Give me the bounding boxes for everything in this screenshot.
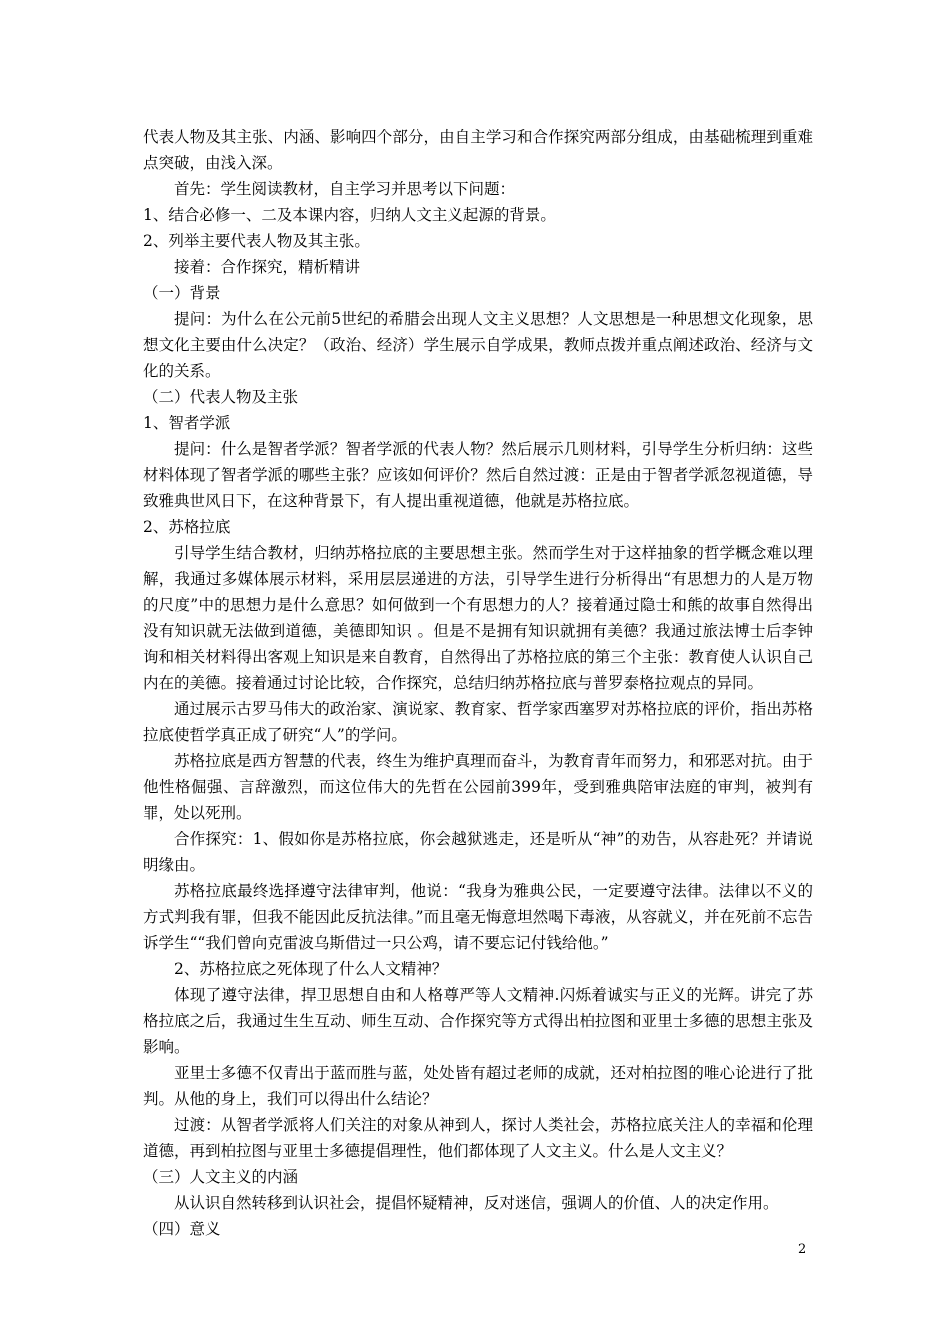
paragraph: 引导学生结合教材，归纳苏格拉底的主要思想主张。然而学生对于这样抽象的哲学概念难以理解，我通过多媒体展示材料，采用层层递进的方法，引导学生进行分析得出“有思想力的人是万物的尺度”中的思想力是什么意思？如何做到一个有思想力的人？接着通过隐士和熊的故事自然得出没有知识就无法做到道德，美德即知识 。但是不是拥有知识就拥有美德？我通过旅法博士后李钟询和相关材料得出客观上知识是来自教育，自然得出了苏格拉底的第三个主张：教育使人认识自己内在的美德。接着通过讨论比较，合作探究，总结归纳苏格拉底与普罗泰格拉观点的异同。: [143, 544, 813, 692]
paragraph: 苏格拉底最终选择遵守法律审判，他说：“我身为雅典公民，一定要遵守法律。法律以不义的方式判我有罪，但我不能因此反抗法律。”而且毫无悔意坦然喝下毒液，从容就义，并在死前不忘告诉学生““我们曾向克雷波乌斯借过一只公鸡，请不要忘记付钱给他。”: [143, 882, 813, 952]
subsection-heading: 1、智者学派: [143, 414, 231, 432]
subsection-heading: 2、苏格拉底: [143, 518, 231, 536]
list-item: 1、结合必修一、二及本课内容，归纳人文主义起源的背景。: [143, 206, 556, 224]
paragraph: 提问：什么是智者学派？智者学派的代表人物？然后展示几则材料，引导学生分析归纳：这些材料体现了智者学派的哪些主张？应该如何评价？然后自然过渡：正是由于智者学派忽视道德，导致雅典世风日下，在这种背景下，有人提出重视道德，他就是苏格拉底。: [143, 440, 813, 510]
paragraph: 通过展示古罗马伟大的政治家、演说家、教育家、哲学家西塞罗对苏格拉底的评价，指出苏格拉底使哲学真正成了研究“人”的学问。: [143, 700, 813, 744]
section-heading: （四）意义: [143, 1220, 221, 1238]
paragraph: 2、苏格拉底之死体现了什么人文精神？: [174, 960, 448, 978]
paragraph: 合作探究：1、假如你是苏格拉底，你会越狱逃走，还是听从“神”的劝告，从容赴死？并请说明缘由。: [143, 830, 813, 874]
paragraph: 亚里士多德不仅青出于蓝而胜与蓝，处处皆有超过老师的成就，还对柏拉图的唯心论进行了批判。从他的身上，我们可以得出什么结论？: [143, 1064, 813, 1108]
paragraph: 过渡：从智者学派将人们关注的对象从神到人，探讨人类社会，苏格拉底关注人的幸福和伦理道德，再到柏拉图与亚里士多德提倡理性，他们都体现了人文主义。什么是人文主义？: [143, 1116, 813, 1160]
list-item: 2、列举主要代表人物及其主张。: [143, 232, 370, 250]
section-heading: （三）人文主义的内涵: [143, 1168, 299, 1186]
paragraph: 苏格拉底是西方智慧的代表，终生为维护真理而奋斗，为教育青年而努力，和邪恶对抗。由于他性格倔强、言辞激烈，而这位伟大的先哲在公园前399年，受到雅典陪审法庭的审判，被判有罪，处以死刑。: [143, 752, 813, 822]
paragraph: 从认识自然转移到认识社会，提倡怀疑精神，反对迷信，强调人的价值、人的决定作用。: [174, 1194, 779, 1212]
document-body: [143, 124, 813, 1242]
section-heading: （二）代表人物及主张: [143, 388, 299, 406]
page-number: 2: [798, 1242, 807, 1257]
paragraph: 首先：学生阅读教材，自主学习并思考以下问题：: [174, 180, 516, 198]
paragraph: 代表人物及其主张、内涵、影响四个部分，由自主学习和合作探究两部分组成，由基础梳理到重难点突破，由浅入深。: [143, 128, 813, 172]
section-heading: （一）背景: [143, 284, 221, 302]
paragraph: 提问：为什么在公元前5世纪的希腊会出现人文主义思想？人文思想是一种思想文化现象，思想文化主要由什么决定？（政治、经济）学生展示自学成果，教师点拨并重点阐述政治、经济与文化的关系。: [143, 310, 813, 380]
paragraph: 体现了遵守法律，捍卫思想自由和人格尊严等人文精神.闪烁着诚实与正义的光辉。讲完了苏格拉底之后，我通过生生互动、师生互动、合作探究等方式得出柏拉图和亚里士多德的思想主张及影响。: [143, 986, 813, 1056]
paragraph: 接着：合作探究，精析精讲: [174, 258, 361, 276]
